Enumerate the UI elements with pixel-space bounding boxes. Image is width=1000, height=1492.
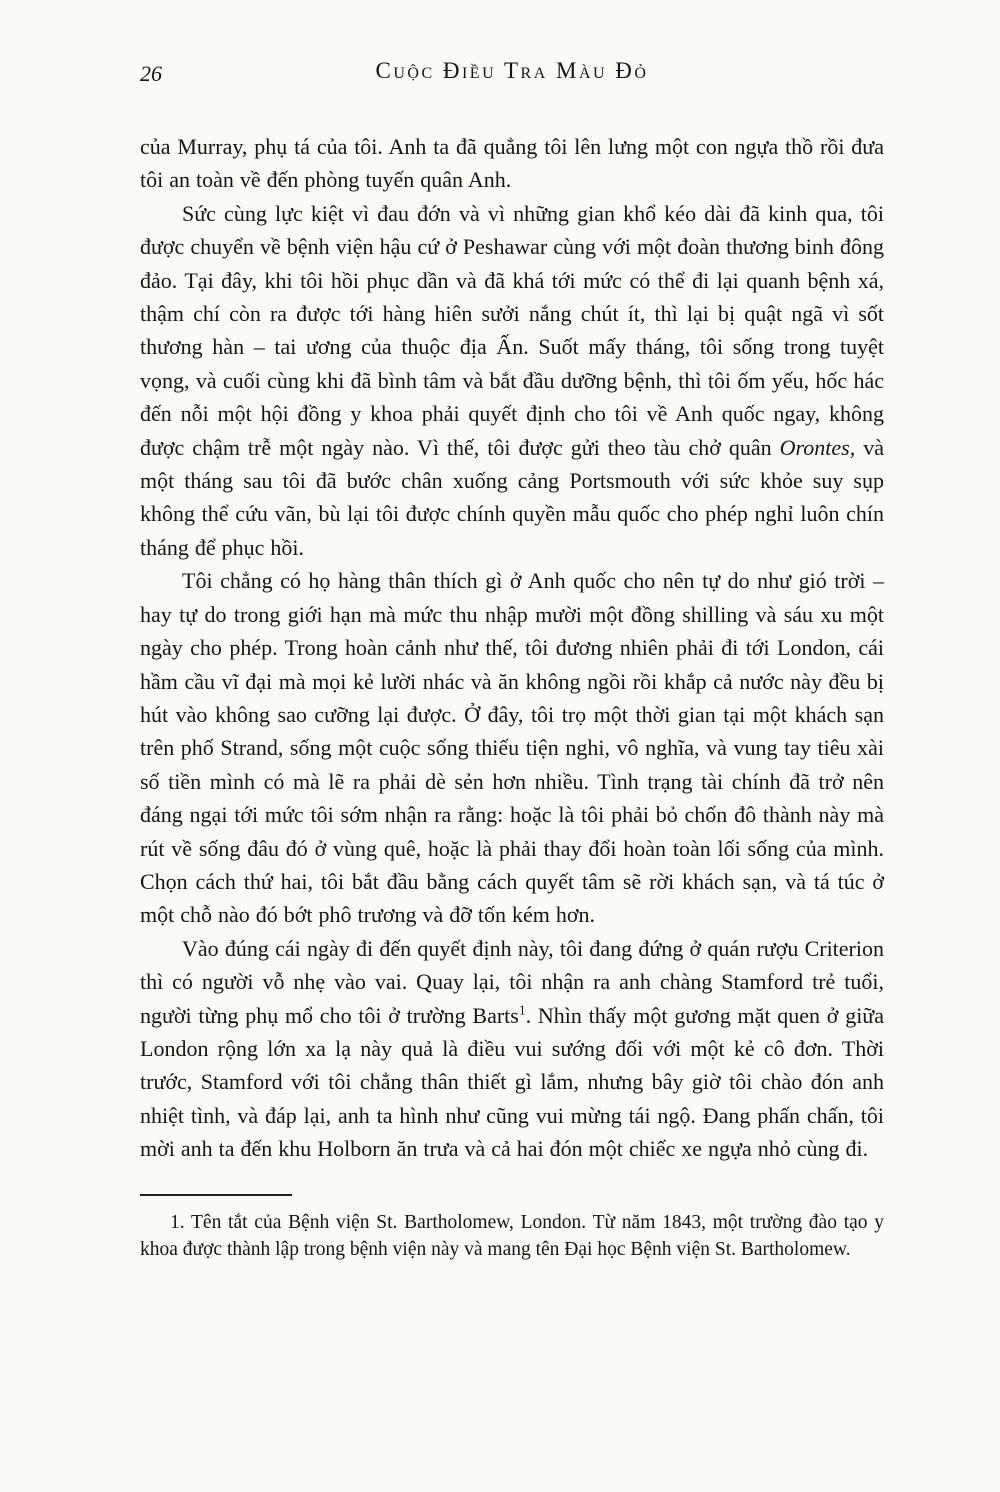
page-header bbox=[140, 58, 884, 94]
footnote-area bbox=[140, 1194, 884, 1264]
paragraph bbox=[140, 932, 884, 1166]
body-text bbox=[140, 130, 884, 1166]
paragraph bbox=[140, 130, 884, 197]
text-segment: 1. Tên tắt của Bệnh viện St. Bartholomew, London. Từ năm 1843, một trường đào tạo y khoa được thành lập trong bệnh viện này và mang tên Đại học Bệnh viện St. Bartholomew. bbox=[140, 1211, 884, 1261]
footnote bbox=[140, 1209, 884, 1264]
running-title: Cuộc Điều Tra Màu Đỏ bbox=[375, 58, 649, 83]
text-segment: Tôi chẳng có họ hàng thân thích gì ở Anh quốc cho nên tự do như gió trời – hay tự do trong giới hạn mà mức thu nhập mười một đồng shilling và sáu xu một ngày cho phép. Trong hoàn cảnh như thế, tôi đương nhiên phải đi tới London, cái hầm cầu vĩ đại mà mọi kẻ lười nhác và ăn không ngồi rồi khắp cả nước này đều bị hút vào không sao cưỡng lại được. Ở đây, tôi trọ một thời gian tại một khách sạn trên phố Strand, sống một cuộc sống thiếu tiện nghi, vô nghĩa, và vung tay tiêu xài số tiền mình có mà lẽ ra phải dè sẻn hơn nhiều. Tình trạng tài chính đã trở nên đáng ngại tới mức tôi sớm nhận ra rằng: hoặc là tôi phải bỏ chốn đô thành này mà rút về sống đâu đó ở vùng quê, hoặc là phải thay đổi hoàn toàn lối sống của mình. Chọn cách thứ hai, tôi bắt đầu bằng cách quyết tâm sẽ rời khách sạn, và tá túc ở một chỗ nào đó bớt phô trương và đỡ tốn kém hơn. bbox=[140, 568, 884, 928]
text-segment: Vào đúng cái ngày đi đến quyết định này, tôi đang đứng ở quán rượu Criterion thì có người vỗ nhẹ vào vai. Quay lại, tôi nhận ra anh chàng Stamford trẻ tuổi, người từng phụ mổ cho tôi ở trường Barts bbox=[140, 935, 884, 1028]
paragraph bbox=[140, 564, 884, 931]
page-number: 26 bbox=[140, 61, 162, 86]
italic-text: Orontes, bbox=[779, 434, 856, 460]
text-segment: Sức cùng lực kiệt vì đau đớn và vì những gian khổ kéo dài đã kinh qua, tôi được chuyển về bệnh viện hậu cứ ở Peshawar cùng với một đoàn thương binh đông đảo. Tại đây, khi tôi hồi phục dần và đã khá tới mức có thể đi lại quanh bệnh xá, thậm chí còn ra được tới hàng hiên sưởi nắng chút ít, thì lại bị quật ngã vì sốt thương hàn – tai ương của thuộc địa Ấn. Suốt mấy tháng, tôi sống trong tuyệt vọng, và cuối cùng khi đã bình tâm và bắt đầu dưỡng bệnh, thì tôi ốm yếu, hốc hác đến nỗi một hội đồng y khoa phải quyết định cho tôi về Anh quốc ngay, không được chậm trễ một ngày nào. Vì thế, tôi được gửi theo tàu chở quân bbox=[140, 200, 884, 460]
footnote-rule bbox=[140, 1194, 292, 1196]
footnote-reference: 1 bbox=[518, 1002, 526, 1018]
footnote-text bbox=[140, 1209, 884, 1264]
text-segment: và một tháng sau tôi đã bước chân xuống cảng Portsmouth với sức khỏe suy sụp không thể cứu vãn, bù lại tôi được chính quyền mẫu quốc cho phép nghỉ luôn chín tháng để phục hồi. bbox=[140, 434, 884, 560]
paragraph bbox=[140, 197, 884, 564]
text-segment: . Nhìn thấy một gương mặt quen ở giữa London rộng lớn xa lạ này quả là điều vui sướng đối với một kẻ cô đơn. Thời trước, Stamford với tôi chẳng thân thiết gì lắm, nhưng bây giờ tôi chào đón anh nhiệt tình, và đáp lại, anh ta hình như cũng vui mừng tái ngộ. Đang phấn chấn, tôi mời anh ta đến khu Holborn ăn trưa và cả hai đón một chiếc xe ngựa nhỏ cùng đi. bbox=[140, 1002, 884, 1162]
text-segment: của Murray, phụ tá của tôi. Anh ta đã quẳng tôi lên lưng một con ngựa thồ rồi đưa tôi an toàn về đến phòng tuyến quân Anh. bbox=[140, 134, 884, 193]
